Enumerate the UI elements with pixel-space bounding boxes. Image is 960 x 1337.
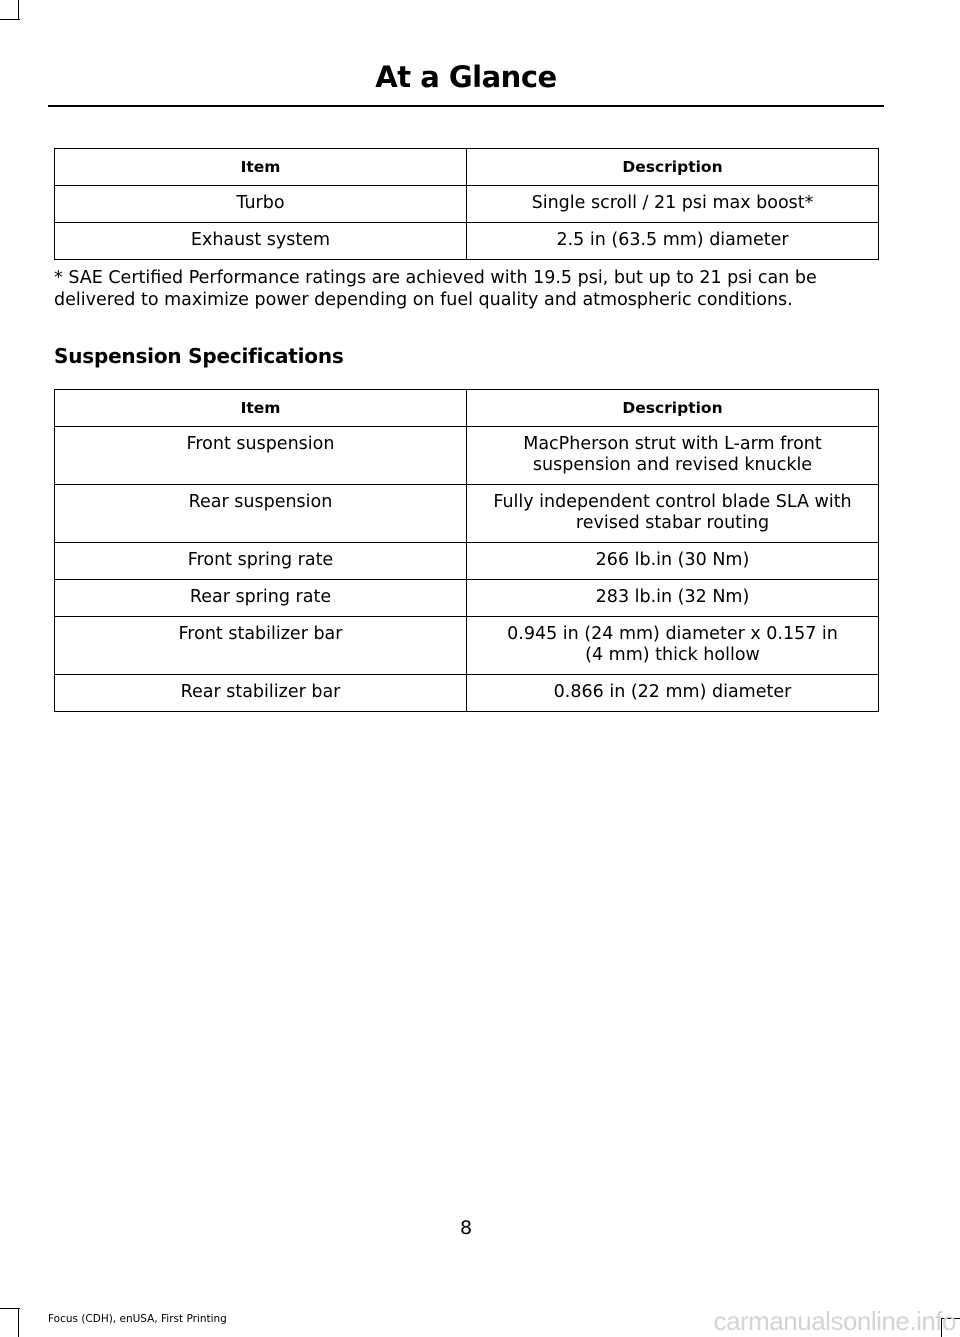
table-row <box>55 485 879 543</box>
table-header-row <box>55 149 879 186</box>
item-cell: Rear spring rate <box>55 580 467 617</box>
description-cell <box>467 543 879 580</box>
description-line: 283 lb.in (32 Nm) <box>595 587 750 607</box>
description-cell <box>467 675 879 712</box>
column-header-item: Item <box>55 390 467 427</box>
table-row <box>55 223 879 260</box>
table-row <box>55 675 879 712</box>
description-line: Single scroll / 21 psi max boost* <box>531 193 814 213</box>
suspension-spec-table <box>54 389 879 712</box>
item-cell: Turbo <box>55 186 467 223</box>
table-row <box>55 186 879 223</box>
page-number: 8 <box>459 1217 473 1239</box>
item-cell: Exhaust system <box>55 223 467 260</box>
description-line: suspension and revised knuckle <box>532 455 813 475</box>
page-title: At a Glance <box>375 60 557 94</box>
footnote: * SAE Certified Performance ratings are achieved with 19.5 psi, but up to 21 psi can be delivered to maximize power depending on fuel quality and atmospheric conditions. <box>54 268 817 310</box>
description-line: 266 lb.in (30 Nm) <box>595 550 750 570</box>
description-cell <box>467 427 879 485</box>
description-cell <box>467 617 879 675</box>
column-header-item: Item <box>55 149 467 186</box>
publication-footer: Focus (CDH), enUSA, First Printing <box>48 1313 227 1325</box>
table-row <box>55 543 879 580</box>
description-line: 2.5 in (63.5 mm) diameter <box>556 230 789 250</box>
description-line: 0.945 in (24 mm) diameter x 0.157 in <box>507 624 838 644</box>
table-row <box>55 580 879 617</box>
description-cell <box>467 223 879 260</box>
table-row <box>55 427 879 485</box>
table-header-row <box>55 390 879 427</box>
description-cell <box>467 186 879 223</box>
column-header-description: Description <box>467 390 879 427</box>
item-cell: Front suspension <box>55 427 467 485</box>
item-cell: Front spring rate <box>55 543 467 580</box>
crop-mark-bottom-left <box>18 1308 19 1337</box>
description-line: (4 mm) thick hollow <box>585 645 760 665</box>
description-cell <box>467 485 879 543</box>
item-cell: Rear stabilizer bar <box>55 675 467 712</box>
column-header-description: Description <box>467 149 879 186</box>
title-divider <box>48 105 884 107</box>
crop-mark-bottom-left <box>0 1308 20 1309</box>
watermark: carmanualsonline.info <box>713 1306 956 1336</box>
description-line: MacPherson strut with L-arm front <box>523 434 822 454</box>
description-cell <box>467 580 879 617</box>
item-cell: Rear suspension <box>55 485 467 543</box>
description-line: 0.866 in (22 mm) diameter <box>553 682 792 702</box>
section-heading: Suspension Specifications <box>54 344 344 368</box>
description-line: Fully independent control blade SLA with <box>493 492 852 512</box>
crop-mark-top-left <box>0 19 20 20</box>
table-row <box>55 617 879 675</box>
crop-mark-top-left <box>18 0 19 20</box>
description-line: revised stabar routing <box>575 513 770 533</box>
engine-spec-table <box>54 148 879 260</box>
item-cell: Front stabilizer bar <box>55 617 467 675</box>
